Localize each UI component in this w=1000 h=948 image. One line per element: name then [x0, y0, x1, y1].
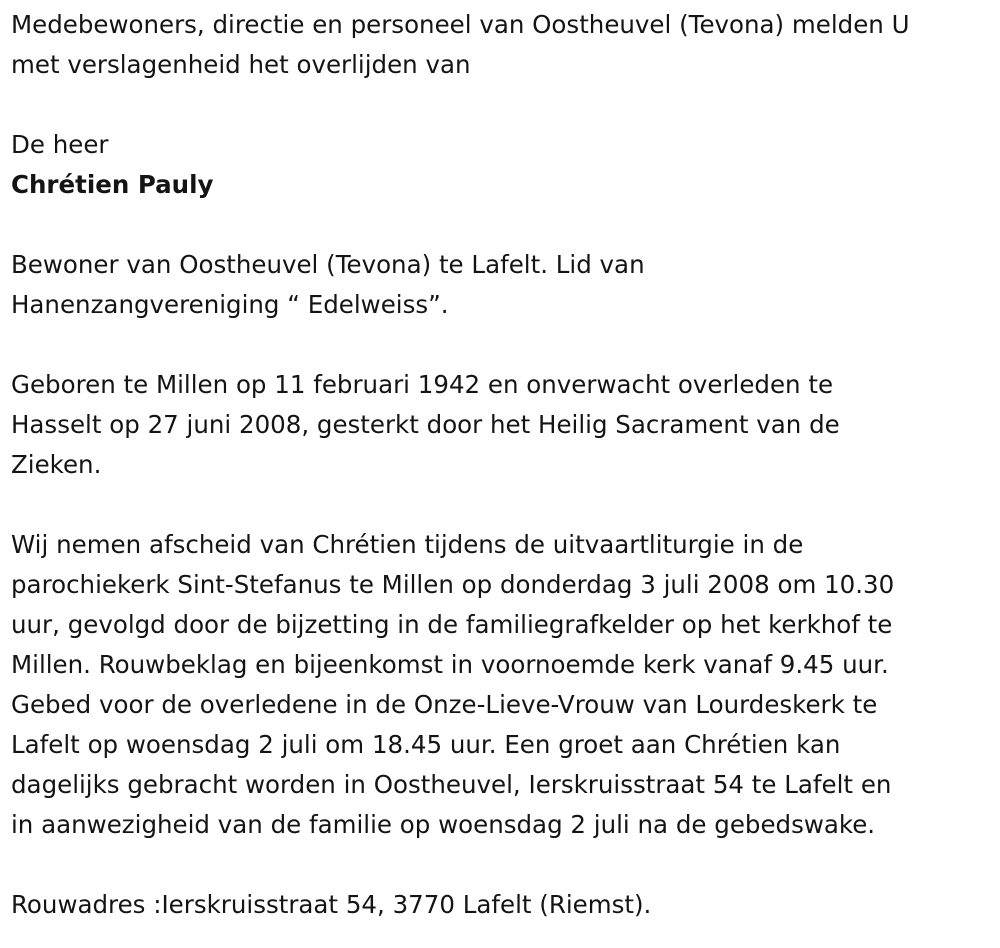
obituary-notice: [11, 0, 993, 925]
membership-paragraph: [11, 245, 993, 325]
membership-line-1: Bewoner van Oostheuvel (Tevona) te Lafelt. Lid van: [11, 250, 645, 279]
birth-death-line-2: Hasselt op 27 juni 2008, gesterkt door het Heilig Sacrament van de: [11, 410, 840, 439]
funeral-line-4: Millen. Rouwbeklag en bijeenkomst in voornoemde kerk vanaf 9.45 uur.: [11, 650, 889, 679]
funeral-line-6: Lafelt op woensdag 2 juli om 18.45 uur. Een groet aan Chrétien kan: [11, 730, 841, 759]
funeral-line-5: Gebed voor de overledene in de Onze-Lieve-Vrouw van Lourdeskerk te: [11, 690, 878, 719]
birth-death-line-1: Geboren te Millen op 11 februari 1942 en onverwacht overleden te: [11, 370, 834, 399]
funeral-line-8: in aanwezigheid van de familie op woensdag 2 juli na de gebedswake.: [11, 810, 876, 839]
intro-line-2: met verslagenheid het overlijden van: [11, 50, 471, 79]
funeral-paragraph: [11, 525, 993, 845]
salutation: De heer: [11, 130, 109, 159]
birth-death-line-3: Zieken.: [11, 450, 102, 479]
paragraph-spacer: [11, 325, 993, 365]
address-paragraph: [11, 885, 993, 925]
mourning-address: Rouwadres :Ierskruisstraat 54, 3770 Lafelt (Riemst).: [11, 890, 652, 919]
funeral-line-3: uur, gevolgd door de bijzetting in de familiegrafkelder op het kerkhof te: [11, 610, 893, 639]
funeral-line-1: Wij nemen afscheid van Chrétien tijdens de uitvaartliturgie in de: [11, 530, 804, 559]
funeral-line-2: parochiekerk Sint-Stefanus te Millen op donderdag 3 juli 2008 om 10.30: [11, 570, 895, 599]
funeral-line-7: dagelijks gebracht worden in Oostheuvel, Ierskruisstraat 54 te Lafelt en: [11, 770, 892, 799]
intro-line-1: Medebewoners, directie en personeel van Oostheuvel (Tevona) melden U: [11, 10, 910, 39]
paragraph-spacer: [11, 205, 993, 245]
intro-paragraph: [11, 5, 993, 85]
deceased-name: Chrétien Pauly: [11, 170, 214, 199]
birth-death-paragraph: [11, 365, 993, 485]
paragraph-spacer: [11, 845, 993, 885]
membership-line-2: Hanenzangvereniging “ Edelweiss”.: [11, 290, 449, 319]
salutation-block: [11, 125, 993, 205]
paragraph-spacer: [11, 485, 993, 525]
paragraph-spacer: [11, 85, 993, 125]
